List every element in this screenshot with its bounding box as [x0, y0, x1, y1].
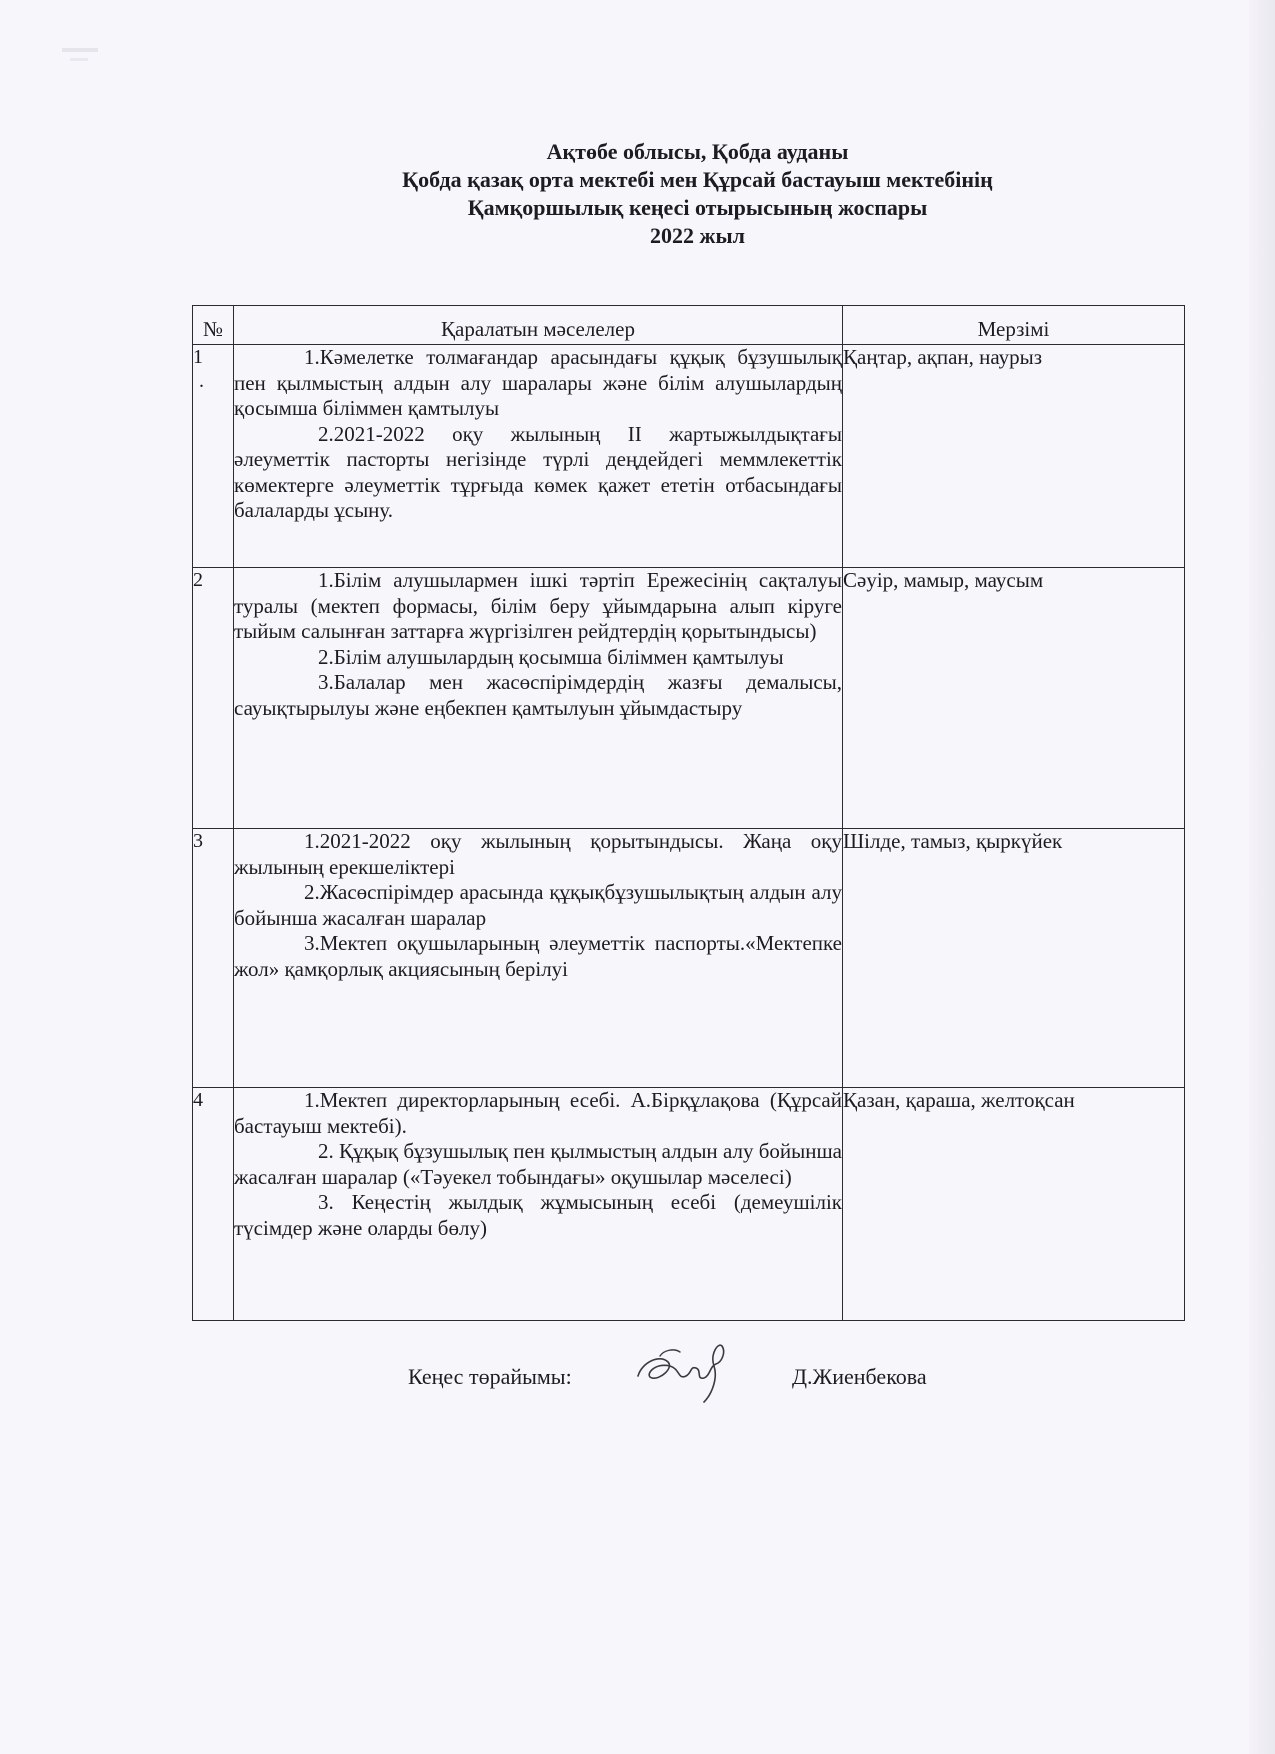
- column-header-term: Мерзімі: [843, 306, 1185, 345]
- issue-item: 2.2021-2022 оқу жылының II жартыжылдықтағы әлеуметтік пасторты негізінде түрлі деңдейдегі меммлекеттік көмектерге әлеуметтік тұрғыда көмек қажет ететін отбасындағы балаларды ұсыну.: [234, 421, 842, 522]
- chair-name: Д.Жиенбекова: [792, 1364, 927, 1389]
- term-cell: Сәуір, мамыр, маусым: [843, 568, 1185, 829]
- row-number-cell: [193, 568, 234, 829]
- issue-item: 3.Мектеп оқушыларының әлеуметтік паспорты.«Мектепке жол» қамқорлық акциясының берілуі: [234, 931, 842, 981]
- scan-edge: [1249, 0, 1275, 1754]
- scan-artifact: [70, 58, 88, 61]
- table-row: [193, 568, 1185, 829]
- issue-item: 2.Жасөспірімдер арасында құқықбұзушылықтың алдын алу бойынша жасалған шаралар: [234, 880, 842, 930]
- term-cell: Шілде, тамыз, қыркүйек: [843, 829, 1185, 1088]
- issue-item: 1.Кәмелетке толмағандар арасындағы құқық бұзушылық пен қылмыстың алдын алу шаралары және білім алушылардың қосымша біліммен қамтылуы: [234, 345, 842, 420]
- header-year: 2022 жыл: [650, 223, 745, 248]
- term-cell: Қазан, қараша, желтоқсан: [843, 1088, 1185, 1321]
- document-header: [0, 138, 1275, 250]
- row-number: 2: [193, 569, 203, 591]
- row-number-cell: [193, 345, 234, 568]
- issue-item: 1.2021-2022 оқу жылының қорытындысы. Жаңа оқу жылының ерекшеліктері: [234, 829, 842, 879]
- header-region: Ақтөбе облысы, Қобда ауданы: [546, 139, 849, 164]
- signature-block: [0, 1352, 1275, 1432]
- table-row: [193, 345, 1185, 568]
- table-row: [193, 829, 1185, 1088]
- issues-cell: [234, 829, 843, 1088]
- column-header-issues: Қаралатын мәселелер: [234, 306, 843, 345]
- issue-item: 1.Білім алушылармен ішкі тәртіп Ережесінің сақталуы туралы (мектеп формасы, білім беру ұйымдарына алып кіруге тыйым салынған заттарға жүргізілген рейдтердің қорытындысы): [234, 568, 842, 643]
- issue-item: 2.Білім алушылардың қосымша біліммен қамтылуы: [318, 644, 784, 669]
- header-schools: Қобда қазақ орта мектебі мен Құрсай бастауыш мектебінің: [402, 167, 993, 192]
- plan-table: [192, 305, 1185, 1321]
- scan-artifact: [62, 48, 98, 52]
- handwritten-signature: [630, 1332, 740, 1412]
- table-row: [193, 1088, 1185, 1321]
- row-number-cell: [193, 829, 234, 1088]
- header-title: Қамқоршылық кеңесі отырысының жоспары: [467, 195, 928, 220]
- term-cell: Қаңтар, ақпан, наурыз: [843, 345, 1185, 568]
- row-number-dot: .: [199, 369, 204, 392]
- issue-item: 3. Кеңестің жылдық жұмысының есебі (демеушілік түсімдер және оларды бөлу): [234, 1190, 842, 1240]
- issue-item: 2. Құқық бұзушылық пен қылмыстың алдын алу бойынша жасалған шаралар («Тәуекел тобындағы» оқушылар мәселесі): [234, 1139, 842, 1189]
- row-number-cell: [193, 1088, 234, 1321]
- chair-label: Кеңес төрайымы:: [408, 1364, 572, 1389]
- issues-cell: [234, 568, 843, 829]
- issue-item: 3.Балалар мен жасөспірімдердің жазғы демалысы, сауықтырылуы және еңбекпен қамтылуын ұйымдастыру: [234, 670, 842, 720]
- table-header-row: [193, 306, 1185, 345]
- issues-cell: [234, 345, 843, 568]
- row-number: 1: [193, 346, 203, 368]
- issues-cell: [234, 1088, 843, 1321]
- row-number: 4: [193, 1089, 203, 1111]
- column-header-number: №: [193, 306, 234, 345]
- issue-item: 1.Мектеп директорларының есебі. А.Бірқұлақова (Құрсай бастауыш мектебі).: [234, 1088, 842, 1138]
- row-number: 3: [193, 830, 203, 852]
